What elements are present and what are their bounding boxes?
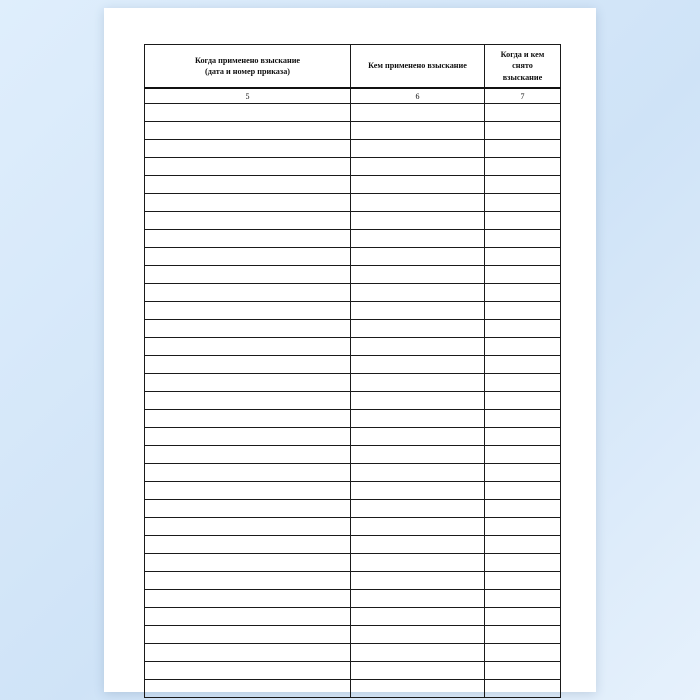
table-cell[interactable] bbox=[145, 356, 351, 374]
table-row[interactable] bbox=[145, 608, 561, 626]
table-cell[interactable] bbox=[145, 680, 351, 698]
table-cell[interactable] bbox=[145, 302, 351, 320]
column-header-when-applied bbox=[145, 45, 351, 89]
table-cell[interactable] bbox=[485, 482, 561, 500]
table-cell[interactable] bbox=[351, 356, 485, 374]
table-row[interactable] bbox=[145, 266, 561, 284]
table-header bbox=[145, 45, 561, 104]
table-cell[interactable] bbox=[485, 302, 561, 320]
table-cell[interactable] bbox=[351, 500, 485, 518]
table-row[interactable] bbox=[145, 194, 561, 212]
table-cell[interactable] bbox=[145, 266, 351, 284]
table-cell[interactable] bbox=[145, 104, 351, 122]
table-cell[interactable] bbox=[351, 248, 485, 266]
table-cell[interactable] bbox=[145, 392, 351, 410]
table-cell[interactable] bbox=[485, 194, 561, 212]
table-cell[interactable] bbox=[485, 590, 561, 608]
column-header-when-removed bbox=[485, 45, 561, 89]
table-cell[interactable] bbox=[351, 662, 485, 680]
table-cell[interactable] bbox=[485, 392, 561, 410]
table-cell[interactable] bbox=[145, 554, 351, 572]
table-row[interactable] bbox=[145, 536, 561, 554]
table-cell[interactable] bbox=[145, 176, 351, 194]
table-cell[interactable] bbox=[145, 374, 351, 392]
table-cell[interactable] bbox=[145, 122, 351, 140]
table-cell[interactable] bbox=[351, 554, 485, 572]
header-text-line1: Когда применено взыскание bbox=[194, 55, 301, 65]
table-row[interactable] bbox=[145, 446, 561, 464]
table-cell[interactable] bbox=[145, 590, 351, 608]
table-row[interactable] bbox=[145, 158, 561, 176]
table-cell[interactable] bbox=[145, 410, 351, 428]
table-row[interactable] bbox=[145, 122, 561, 140]
table-cell[interactable] bbox=[351, 338, 485, 356]
table-cell[interactable] bbox=[351, 644, 485, 662]
table-cell[interactable] bbox=[485, 554, 561, 572]
table-cell[interactable] bbox=[145, 248, 351, 266]
table-cell[interactable] bbox=[145, 644, 351, 662]
table-cell[interactable] bbox=[145, 284, 351, 302]
table-cell[interactable] bbox=[145, 230, 351, 248]
table-row[interactable] bbox=[145, 518, 561, 536]
table-cell[interactable] bbox=[485, 374, 561, 392]
table-cell[interactable] bbox=[485, 536, 561, 554]
table-cell[interactable] bbox=[145, 212, 351, 230]
table-cell[interactable] bbox=[351, 284, 485, 302]
header-text-line3: взыскание bbox=[502, 72, 543, 82]
table-cell[interactable] bbox=[145, 518, 351, 536]
table-cell[interactable] bbox=[485, 644, 561, 662]
table-cell[interactable] bbox=[145, 464, 351, 482]
table-cell[interactable] bbox=[351, 410, 485, 428]
table-cell[interactable] bbox=[485, 464, 561, 482]
table-row[interactable] bbox=[145, 680, 561, 698]
column-number-7: 7 bbox=[485, 88, 561, 104]
table-cell[interactable] bbox=[485, 230, 561, 248]
table-row[interactable] bbox=[145, 428, 561, 446]
table-cell[interactable] bbox=[485, 626, 561, 644]
table-cell[interactable] bbox=[351, 518, 485, 536]
table-cell[interactable] bbox=[351, 122, 485, 140]
table-cell[interactable] bbox=[485, 266, 561, 284]
table-cell[interactable] bbox=[145, 140, 351, 158]
table-cell[interactable] bbox=[485, 338, 561, 356]
table-cell[interactable] bbox=[485, 356, 561, 374]
table-cell[interactable] bbox=[145, 338, 351, 356]
table-row[interactable] bbox=[145, 320, 561, 338]
table-cell[interactable] bbox=[485, 446, 561, 464]
table-cell[interactable] bbox=[351, 212, 485, 230]
table-row[interactable] bbox=[145, 338, 561, 356]
table-cell[interactable] bbox=[351, 464, 485, 482]
table-cell[interactable] bbox=[351, 482, 485, 500]
column-number-6: 6 bbox=[351, 88, 485, 104]
table-row[interactable] bbox=[145, 302, 561, 320]
table-cell[interactable] bbox=[485, 680, 561, 698]
table-cell[interactable] bbox=[145, 608, 351, 626]
table-cell[interactable] bbox=[485, 248, 561, 266]
table-cell[interactable] bbox=[485, 176, 561, 194]
table-row[interactable] bbox=[145, 644, 561, 662]
table-cell[interactable] bbox=[145, 572, 351, 590]
table-cell[interactable] bbox=[145, 626, 351, 644]
form-area bbox=[144, 44, 560, 656]
table-row[interactable] bbox=[145, 356, 561, 374]
table-cell[interactable] bbox=[351, 320, 485, 338]
table-cell[interactable] bbox=[351, 230, 485, 248]
table-cell[interactable] bbox=[145, 158, 351, 176]
paper-sheet bbox=[104, 8, 596, 692]
header-text-line2: снято bbox=[512, 61, 533, 71]
table-cell[interactable] bbox=[351, 194, 485, 212]
table-cell[interactable] bbox=[145, 500, 351, 518]
header-text-line1: Когда и кем bbox=[500, 50, 545, 60]
column-number-5: 5 bbox=[145, 88, 351, 104]
table-row[interactable] bbox=[145, 626, 561, 644]
header-text-line2: (дата и номер приказа) bbox=[204, 67, 291, 76]
table-row[interactable] bbox=[145, 392, 561, 410]
table-cell[interactable] bbox=[145, 662, 351, 680]
table-cell[interactable] bbox=[351, 104, 485, 122]
table-row[interactable] bbox=[145, 554, 561, 572]
table-row[interactable] bbox=[145, 176, 561, 194]
table-body bbox=[145, 104, 561, 698]
table-cell[interactable] bbox=[351, 428, 485, 446]
table-cell[interactable] bbox=[485, 122, 561, 140]
table-cell[interactable] bbox=[351, 680, 485, 698]
table-cell[interactable] bbox=[351, 590, 485, 608]
table-cell[interactable] bbox=[351, 392, 485, 410]
table-cell[interactable] bbox=[145, 194, 351, 212]
table-row[interactable] bbox=[145, 590, 561, 608]
table-cell[interactable] bbox=[351, 446, 485, 464]
register-table bbox=[144, 44, 561, 698]
header-text-line1: Кем применено взыскание bbox=[368, 61, 467, 71]
table-cell[interactable] bbox=[351, 176, 485, 194]
table-row[interactable] bbox=[145, 464, 561, 482]
table-cell[interactable] bbox=[145, 428, 351, 446]
table-cell[interactable] bbox=[351, 374, 485, 392]
table-cell[interactable] bbox=[485, 572, 561, 590]
table-row[interactable] bbox=[145, 410, 561, 428]
table-cell[interactable] bbox=[485, 410, 561, 428]
table-cell[interactable] bbox=[485, 428, 561, 446]
table-cell[interactable] bbox=[145, 446, 351, 464]
column-number-row bbox=[145, 88, 561, 104]
table-row[interactable] bbox=[145, 140, 561, 158]
table-row[interactable] bbox=[145, 374, 561, 392]
table-row[interactable] bbox=[145, 230, 561, 248]
table-cell[interactable] bbox=[145, 320, 351, 338]
table-cell[interactable] bbox=[351, 140, 485, 158]
table-cell[interactable] bbox=[485, 320, 561, 338]
table-cell[interactable] bbox=[351, 536, 485, 554]
table-row[interactable] bbox=[145, 104, 561, 122]
table-cell[interactable] bbox=[351, 626, 485, 644]
table-cell[interactable] bbox=[485, 518, 561, 536]
table-row[interactable] bbox=[145, 248, 561, 266]
table-cell[interactable] bbox=[485, 212, 561, 230]
table-row[interactable] bbox=[145, 572, 561, 590]
table-cell[interactable] bbox=[351, 608, 485, 626]
table-cell[interactable] bbox=[145, 536, 351, 554]
table-row[interactable] bbox=[145, 662, 561, 680]
table-cell[interactable] bbox=[351, 572, 485, 590]
table-cell[interactable] bbox=[485, 140, 561, 158]
table-cell[interactable] bbox=[485, 662, 561, 680]
table-row[interactable] bbox=[145, 284, 561, 302]
table-cell[interactable] bbox=[485, 284, 561, 302]
table-cell[interactable] bbox=[145, 482, 351, 500]
table-cell[interactable] bbox=[485, 158, 561, 176]
table-cell[interactable] bbox=[351, 158, 485, 176]
column-header-who-applied bbox=[351, 45, 485, 89]
table-row[interactable] bbox=[145, 212, 561, 230]
table-row[interactable] bbox=[145, 500, 561, 518]
table-row[interactable] bbox=[145, 482, 561, 500]
table-cell[interactable] bbox=[351, 302, 485, 320]
header-row bbox=[145, 45, 561, 89]
table-cell[interactable] bbox=[485, 104, 561, 122]
table-cell[interactable] bbox=[351, 266, 485, 284]
table-cell[interactable] bbox=[485, 608, 561, 626]
table-cell[interactable] bbox=[485, 500, 561, 518]
